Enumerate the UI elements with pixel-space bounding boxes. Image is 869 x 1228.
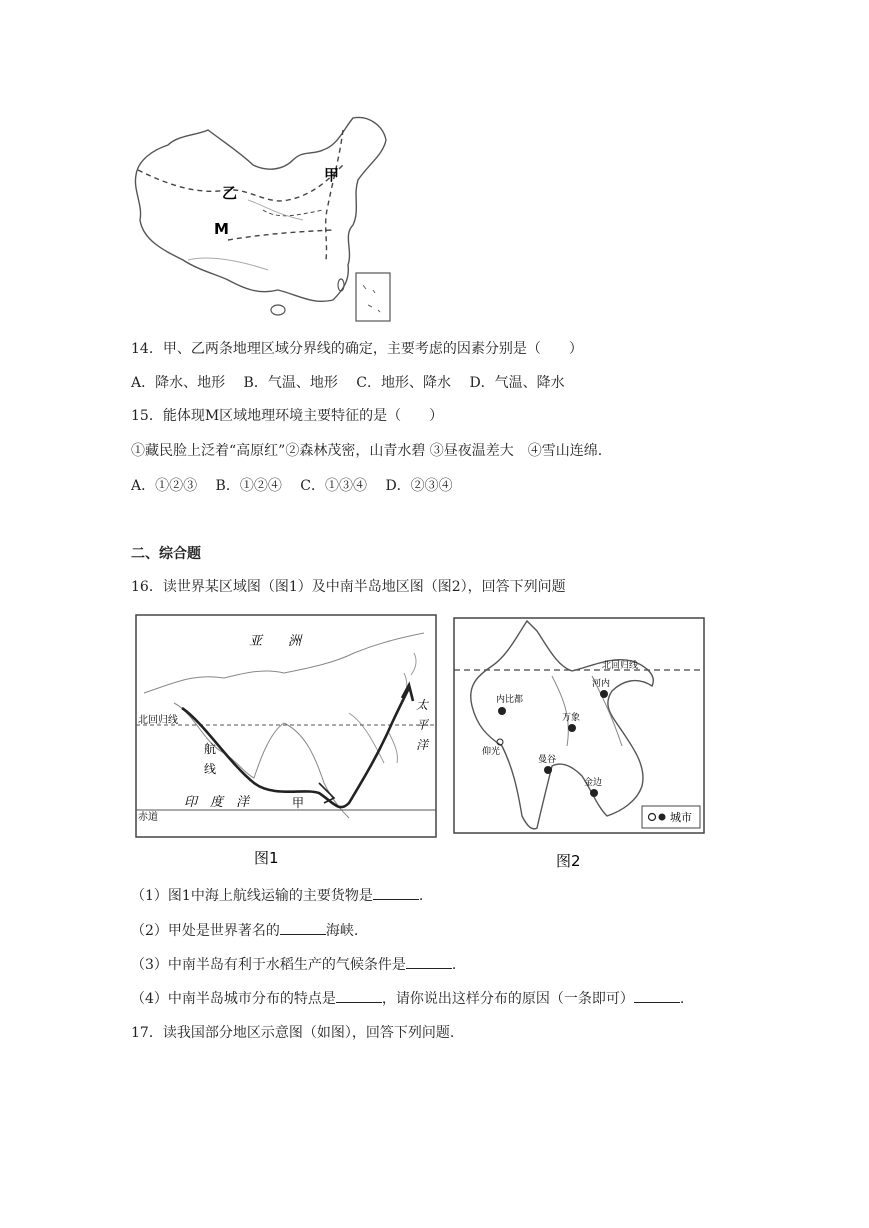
q16-sub4-mid: ，请你说出这样分布的原因（一条即可） <box>381 991 634 1007</box>
china-map <box>128 110 398 325</box>
q16-sub2-blank[interactable] <box>280 920 326 935</box>
q16-sub1-blank[interactable] <box>373 885 419 900</box>
city-marker-vientiane <box>568 724 576 732</box>
fig1-tropic: 北回归线 <box>138 715 178 726</box>
fig2-city-vientiane: 万象 <box>562 713 581 723</box>
fig1-equator: 赤道 <box>138 812 158 823</box>
figure-1-map <box>134 613 439 873</box>
map-label-yi: 乙 <box>222 184 238 202</box>
q14-stem: 14．甲、乙两条地理区域分界线的确定，主要考虑的因素分别是（ ） <box>131 341 583 357</box>
q17-stem: 17．读我国部分地区示意图（如图），回答下列问题. <box>131 1025 455 1041</box>
fig2-city-bangkok: 曼谷 <box>538 755 557 765</box>
section-2-title: 二、综合题 <box>131 546 201 562</box>
fig2-city-yangon: 仰光 <box>482 747 501 757</box>
fig2-legend-city: 城市 <box>670 811 692 824</box>
fig1-route-2: 线 <box>204 762 217 776</box>
q16-sub1 <box>131 885 423 906</box>
q16-sub1-text: （1）图1中海上航线运输的主要货物是 <box>131 888 373 904</box>
q15-stem: 15．能体现M区域地理环境主要特征的是（ ） <box>131 408 444 424</box>
q16-sub4-end: . <box>679 991 685 1007</box>
q16-sub2-text: （2）甲处是世界著名的 <box>131 923 280 939</box>
fig1-pacific-3: 洋 <box>416 738 429 752</box>
fig1-asia: 亚 洲 <box>249 634 302 649</box>
figure-2 <box>452 616 707 873</box>
fig2-city-phnom-penh: 金边 <box>584 778 603 788</box>
q16-sub4 <box>131 988 684 1009</box>
fig1-jia: 甲 <box>292 796 305 810</box>
q16-sub3-blank[interactable] <box>406 954 452 969</box>
q14-options: A．降水、地形 B．气温、地形 C．地形、降水 D．气温、降水 <box>131 375 565 391</box>
city-marker-hanoi <box>600 690 608 698</box>
q16-sub3-end: . <box>451 957 457 973</box>
fig1-caption: 图1 <box>254 849 279 867</box>
q16-stem: 16．读世界某区域图（图1）及中南半岛地区图（图2），回答下列问题 <box>131 579 566 595</box>
fig1-route-1: 航 <box>204 742 217 756</box>
city-marker-phnom-penh <box>590 789 598 797</box>
q16-sub4-blank-2[interactable] <box>634 988 680 1003</box>
q16-sub3 <box>131 954 456 975</box>
q15-options: A．①②③ B．①②④ C．①③④ D．②③④ <box>131 478 453 494</box>
fig2-city-hanoi: 河内 <box>592 679 611 689</box>
fig2-city-naypyidaw: 内比都 <box>496 695 524 705</box>
figure-1 <box>134 613 439 873</box>
fig2-caption: 图2 <box>556 852 581 870</box>
q16-sub3-text: （3）中南半岛有利于水稻生产的气候条件是 <box>131 957 406 973</box>
city-marker-bangkok <box>544 766 552 774</box>
q16-sub2 <box>131 920 358 941</box>
china-map-figure <box>128 110 398 325</box>
q16-sub4-text: （4）中南半岛城市分布的特点是 <box>131 991 336 1007</box>
q15-items: ①藏民脸上泛着“高原红”②森林茂密，山青水碧 ③昼夜温差大 ④雪山连绵. <box>131 443 603 459</box>
map-label-m: M <box>214 220 229 238</box>
map-label-jia: 甲 <box>324 166 340 184</box>
fig1-indian-ocean: 印 度 洋 <box>184 795 250 810</box>
fig2-tropic: 北回归线 <box>602 661 639 671</box>
fig1-pacific-2: 平 <box>416 718 429 732</box>
city-marker-naypyidaw <box>498 707 506 715</box>
q16-sub4-blank-1[interactable] <box>336 988 382 1003</box>
fig1-pacific-1: 太 <box>416 698 429 712</box>
q16-sub2-end: 海峡. <box>325 923 359 939</box>
q16-sub1-end: . <box>418 888 424 904</box>
figure-2-map <box>452 616 707 873</box>
